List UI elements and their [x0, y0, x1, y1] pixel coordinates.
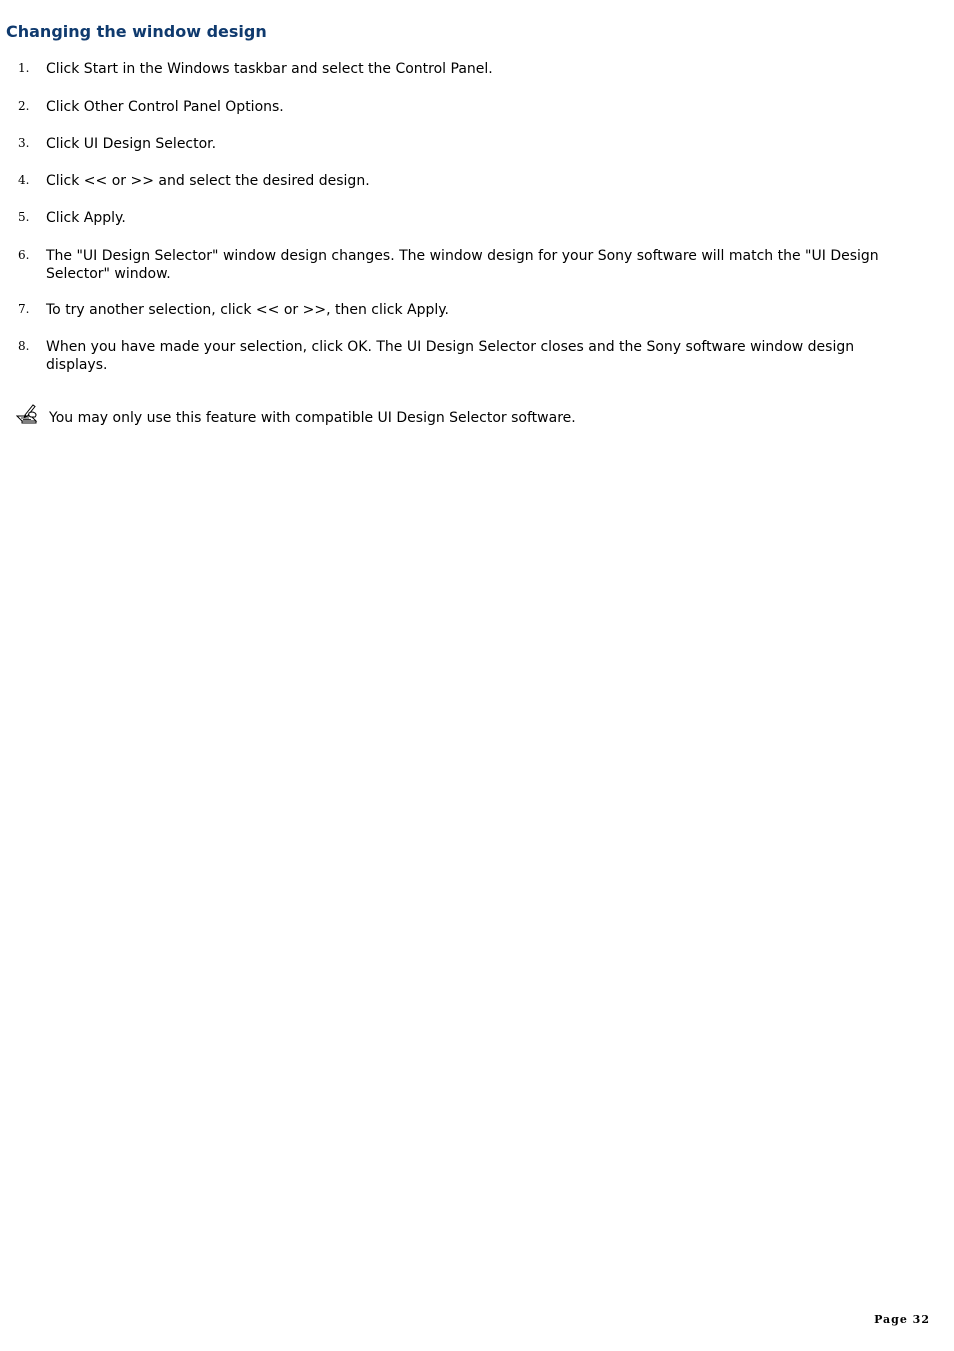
step-text: Click << or >> and select the desired design.	[46, 173, 370, 189]
step-text: Click Apply.	[46, 210, 126, 226]
step-number: 2.	[18, 99, 30, 113]
step-number: 6.	[18, 248, 30, 262]
step-number: 3.	[18, 136, 30, 150]
step-number: 8.	[18, 339, 30, 353]
step-text: The "UI Design Selector" window design changes. The window design for your Sony software will match the "UI Design Selector" window.	[46, 248, 879, 282]
step-text: To try another selection, click << or >>, then click Apply.	[46, 302, 449, 318]
step-text: When you have made your selection, click OK. The UI Design Selector closes and the Sony software window design displays.	[46, 339, 855, 373]
step-number: 4.	[18, 173, 30, 187]
step-number: 5.	[18, 210, 30, 224]
page-number: Page 32	[874, 1313, 930, 1326]
step-text: Click UI Design Selector.	[46, 136, 217, 152]
step-number: 1.	[18, 61, 30, 75]
step-text: Click Other Control Panel Options.	[46, 99, 284, 115]
note-pencil-icon	[16, 404, 40, 424]
step-number: 7.	[18, 302, 30, 316]
note-text: You may only use this feature with compatible UI Design Selector software.	[49, 410, 576, 426]
step-text: Click Start in the Windows taskbar and select the Control Panel.	[46, 61, 493, 77]
note	[16, 404, 916, 428]
page-title: Changing the window design	[6, 22, 267, 41]
